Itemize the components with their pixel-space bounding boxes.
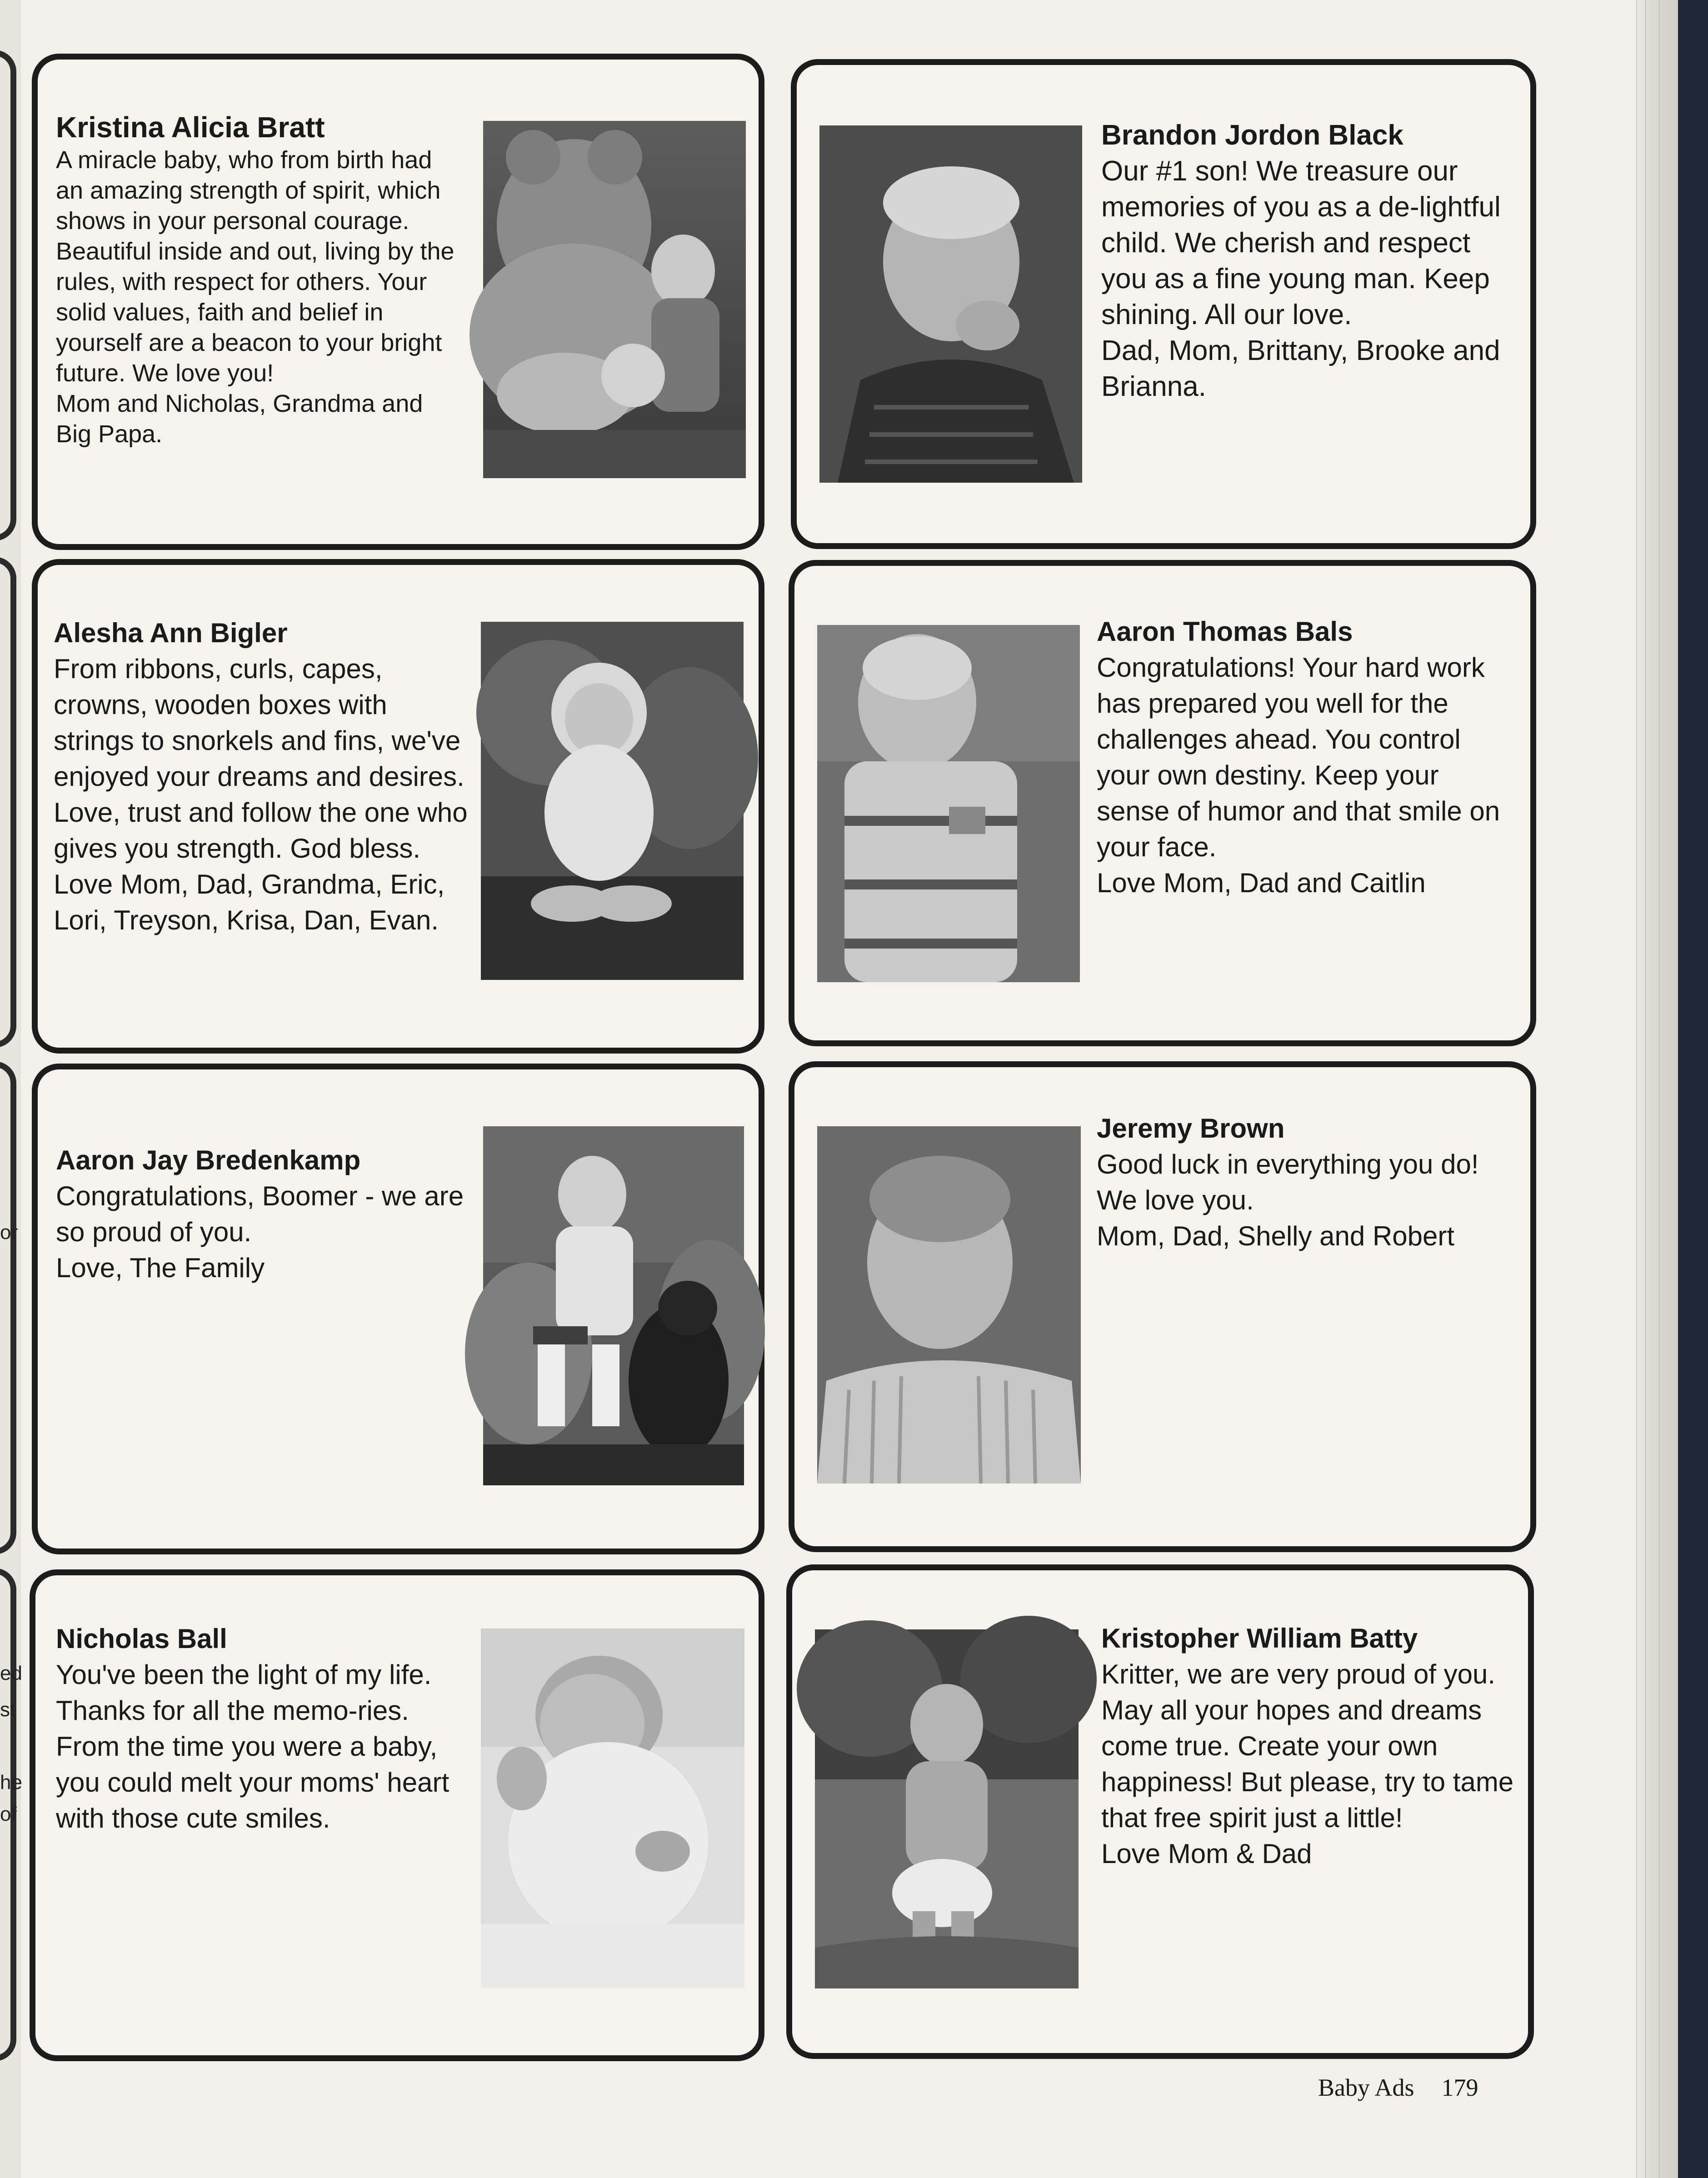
- prev-page-text-fragment: of: [0, 1803, 17, 1825]
- baby-photo: [483, 1126, 744, 1485]
- prev-page-box-edge: [0, 557, 16, 1048]
- ad-name: Aaron Thomas Bals: [1097, 616, 1353, 647]
- prev-page-text-fragment: st: [0, 1698, 16, 1721]
- ad-text-block: [56, 1621, 474, 1836]
- baby-photo: [481, 1629, 744, 1988]
- baby-photo: [815, 1629, 1079, 1988]
- baby-photo: [817, 625, 1080, 982]
- ad-name: Alesha Ann Bigler: [54, 618, 288, 648]
- ad-message: A miracle baby, who from birth had an amazing strength of spirit, which shows in your personal courage. Beautiful inside and out, living by the rules, with respect for others. Your solid values, faith and belief in yourself are a beacon to your bright future. We love you!: [56, 146, 454, 387]
- baby-photo: [481, 622, 744, 980]
- ad-message: Good luck in everything you do! We love you.: [1097, 1149, 1479, 1215]
- page-number: 179: [1441, 2074, 1478, 2101]
- ad-signature: Love, The Family: [56, 1253, 265, 1283]
- baby-ad-card: [32, 1064, 764, 1554]
- baby-ad-card: [30, 1569, 764, 2061]
- prev-page-text-fragment: he: [0, 1771, 22, 1793]
- baby-ad-card: [791, 59, 1536, 549]
- ad-text-block: [1097, 614, 1515, 901]
- baby-photo: [817, 1126, 1081, 1484]
- ad-signature: Mom, Dad, Shelly and Robert: [1097, 1221, 1455, 1251]
- section-label: Baby Ads: [1318, 2074, 1414, 2101]
- baby-ad-card: [789, 560, 1536, 1046]
- baby-photo: [483, 121, 746, 478]
- baby-ad-card: [32, 54, 764, 550]
- ad-text-block: [1097, 1110, 1524, 1254]
- ad-name: Jeremy Brown: [1097, 1113, 1285, 1144]
- ad-message: Congratulations! Your hard work has prepared you well for the challenges ahead. You control your own destiny. Keep your sense of humor and that smile on your face.: [1097, 652, 1500, 862]
- boy-portrait-photo: [819, 125, 1082, 483]
- baby-ad-card: [789, 1061, 1536, 1552]
- ad-name: Nicholas Ball: [56, 1624, 227, 1654]
- ad-name: Aaron Jay Bredenkamp: [56, 1145, 361, 1175]
- ad-signature: Love Mom, Dad and Caitlin: [1097, 868, 1426, 898]
- ad-name: Kristina Alicia Bratt: [56, 111, 325, 144]
- ad-message: Kritter, we are very proud of you. May all your hopes and dreams come true. Create your own happiness! But please, try to tame that free spirit just a little!: [1101, 1659, 1514, 1833]
- ad-message: Congratulations, Boomer - we are so proud of you.: [56, 1181, 464, 1247]
- ad-message: Our #1 son! We treasure our memories of you as a de-lightful child. We cherish and respect you as a fine young man. Keep shining. All our love.: [1101, 155, 1501, 330]
- ad-signature: Love Mom & Dad: [1101, 1838, 1312, 1869]
- toddler-in-diaper-outdoors-photo: [815, 1629, 1079, 1988]
- page-footer: [1318, 2073, 1478, 2102]
- ad-text-block: [1101, 1620, 1519, 1872]
- ad-text-block: [56, 1142, 474, 1286]
- ad-message: From ribbons, curls, capes, crowns, wooden boxes with strings to snorkels and fins, we've enjoyed your dreams and desires. Love, trust and follow the one who gives you strength. God bless.: [54, 654, 468, 864]
- ad-name: Brandon Jordon Black: [1101, 120, 1403, 151]
- ad-signature: Mom and Nicholas, Grandma and Big Papa.: [56, 390, 423, 448]
- ad-text-block: [1101, 117, 1510, 405]
- toddler-in-life-jacket-photo: [817, 625, 1080, 982]
- baby-with-teddy-bear-photo: [483, 1126, 744, 1485]
- page-stack-edge: [1636, 0, 1678, 2178]
- ad-name: Kristopher William Batty: [1101, 1623, 1418, 1653]
- baby-in-bonnet-photo: [481, 622, 744, 980]
- ad-signature: Dad, Mom, Brittany, Brooke and Brianna.: [1101, 335, 1500, 402]
- ad-message: You've been the light of my life. Thanks for all the memo-ries. From the time you were a baby, you could melt your moms' heart with those cute smiles.: [56, 1659, 449, 1833]
- prev-page-text-fragment: ed: [0, 1662, 22, 1684]
- prev-page-box-edge: [0, 1061, 16, 1554]
- ad-text-block: [56, 110, 465, 450]
- baby-photo: [819, 125, 1082, 483]
- toddler-with-stuffed-animals-photo: [483, 121, 746, 478]
- boy-striped-shirt-photo: [817, 1126, 1081, 1484]
- baby-ad-card: [32, 559, 764, 1054]
- baby-ad-card: [786, 1564, 1534, 2059]
- ad-signature: Love Mom, Dad, Grandma, Eric, Lori, Treyson, Krisa, Dan, Evan.: [54, 869, 445, 935]
- ad-text-block: [54, 615, 472, 938]
- prev-page-text-fragment: or: [0, 1221, 18, 1244]
- newborn-baby-photo: [481, 1629, 744, 1988]
- prev-page-box-edge: [0, 50, 16, 541]
